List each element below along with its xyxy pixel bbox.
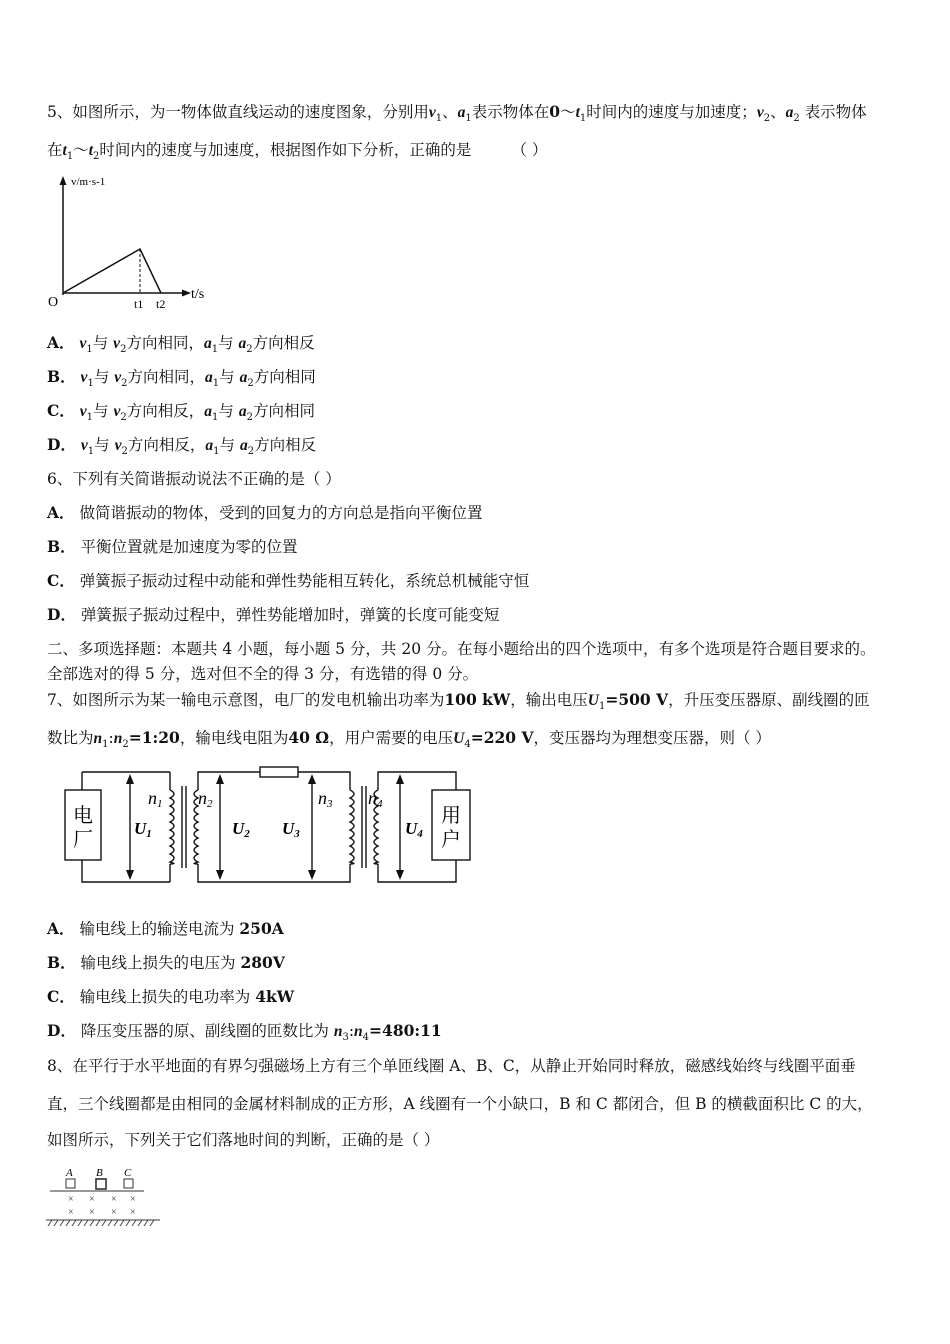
q5-text-a: 5、如图所示，为一物体做直线运动的速度图象，分别用 bbox=[47, 103, 429, 121]
option-text: 弹簧振子振动过程中动能和弹性势能相互转化，系统总机械能守恒 bbox=[79, 572, 530, 590]
q6-stem: 6、下列有关简谐振动说法不正确的是（ ） bbox=[47, 470, 341, 488]
coil-n3 bbox=[350, 790, 354, 864]
line-resistor bbox=[260, 767, 298, 777]
q6-option-c[interactable] bbox=[47, 571, 529, 591]
q7-transmission-diagram bbox=[60, 760, 480, 890]
q7-option-d[interactable]: D． 降压变压器的原、副线圈的匝数比为 $n_3:n_4=480:11$ bbox=[47, 1021, 442, 1044]
q7-stem-line2: 数比为$n_1:n_2=1:20$，输电线电阻为40 Ω，用户需要的电压$U_4=220$ V，变压器均为理想变压器，则（ ） bbox=[47, 728, 771, 751]
option-letter: A． bbox=[47, 333, 75, 352]
y-axis-arrow bbox=[60, 176, 67, 185]
plant-label-1: 电 bbox=[73, 805, 93, 827]
option-letter: B． bbox=[47, 537, 76, 556]
svg-text:×: × bbox=[89, 1194, 95, 1205]
n4-label: n4 bbox=[368, 788, 383, 810]
graph-ylabel: v/m·s-1 bbox=[71, 176, 106, 188]
q5-velocity-graph bbox=[45, 170, 215, 315]
user-label-1: 用 bbox=[441, 805, 461, 827]
option-letter: A． bbox=[47, 919, 75, 938]
q6-option-d[interactable] bbox=[47, 605, 499, 625]
q7-text-e: ，输电线电阻为 bbox=[179, 729, 289, 747]
field-crosses bbox=[68, 1194, 136, 1218]
coil-b bbox=[96, 1179, 106, 1189]
option-letter: D． bbox=[47, 1021, 76, 1040]
q7-u1: =500 V bbox=[605, 690, 669, 709]
u4-label: U4 bbox=[405, 819, 423, 840]
graph-t2-label: t2 bbox=[156, 297, 166, 311]
section2-line2: 全部选对的得 5 分，选对但不全的得 3 分，有选错的得 0 分。 bbox=[47, 665, 479, 683]
q5-option-a[interactable]: A． $v_1$与 $v_2$方向相同，$a_1$与 $a_2$方向相反 bbox=[47, 333, 315, 356]
coil-c-label: C bbox=[124, 1167, 132, 1179]
q5-option-d[interactable]: D． $v_1$与 $v_2$方向相反，$a_1$与 $a_2$方向相反 bbox=[47, 435, 317, 458]
q7-power: 100 kW bbox=[444, 690, 511, 709]
q5-text-d: 表示物体 bbox=[804, 103, 867, 121]
u1-label: U1 bbox=[134, 819, 152, 840]
q7-text-c: ，升压变压器原、副线圈的匝 bbox=[668, 691, 870, 709]
section2-line1: 二、多项选择题：本题共 4 小题，每小题 5 分，共 20 分。在每小题给出的四个选项中，有多个选项是符合题目要求的。 bbox=[47, 640, 876, 658]
u3-label: U3 bbox=[282, 819, 300, 840]
q7-u4: =220 V bbox=[470, 728, 534, 747]
coil-a bbox=[66, 1179, 75, 1188]
q6-option-b[interactable] bbox=[47, 537, 298, 557]
svg-text:×: × bbox=[111, 1194, 117, 1205]
option-letter: B． bbox=[47, 367, 76, 386]
q7-resistance: 40 Ω bbox=[288, 728, 330, 747]
q7-text-b: ，输出电压 bbox=[510, 691, 588, 709]
graph-t1-label: t1 bbox=[134, 297, 144, 311]
q5-answer-bracket: （ ） bbox=[511, 141, 548, 159]
n1-label: n1 bbox=[148, 788, 163, 810]
svg-text:×: × bbox=[111, 1207, 117, 1218]
q7-option-a[interactable]: A． 输电线上的输送电流为 250A bbox=[47, 919, 284, 938]
q8-stem-line2: 直，三个线圈都是由相同的金属材料制成的正方形，A 线圈有一个小缺口，B 和 C 都闭合，但 B 的横截面积比 C 的大， bbox=[47, 1095, 873, 1113]
ground-hatch bbox=[48, 1220, 154, 1226]
q7-text-d: 数比为 bbox=[47, 729, 94, 747]
x-axis-arrow bbox=[182, 290, 191, 297]
q8-coil-figure bbox=[44, 1163, 166, 1229]
option-letter: A． bbox=[47, 503, 75, 522]
coil-c bbox=[124, 1179, 133, 1188]
svg-text:×: × bbox=[130, 1194, 136, 1205]
plant-label-2: 厂 bbox=[73, 829, 93, 851]
q7-text-g: ，变压器均为理想变压器，则（ ） bbox=[533, 729, 771, 747]
q8-stem-line1: 8、在平行于水平地面的有界匀强磁场上方有三个单匝线圈 A、B、C，从静止开始同时释放，磁感线始终与线圈平面垂 bbox=[47, 1057, 856, 1075]
n2-label: n2 bbox=[198, 788, 213, 810]
q8-stem-line3: 如图所示，下列关于它们落地时间的判断，正确的是（ ） bbox=[47, 1131, 440, 1149]
svg-text:×: × bbox=[89, 1207, 95, 1218]
option-text: 弹簧振子振动过程中，弹性势能增加时，弹簧的长度可能变短 bbox=[80, 606, 500, 624]
q5-text-b: 表示物体在 bbox=[471, 103, 550, 121]
q5-text-c: 时间内的速度与加速度； bbox=[586, 103, 757, 121]
option-letter: C． bbox=[47, 571, 75, 590]
q7-ratio: =1:20 bbox=[128, 728, 180, 747]
option-letter: C． bbox=[47, 401, 75, 420]
coil-a-label: A bbox=[66, 1167, 73, 1179]
q5-option-c[interactable]: C． $v_1$与 $v_2$方向相反，$a_1$与 $a_2$方向相同 bbox=[47, 401, 315, 424]
option-text: 平衡位置就是加速度为零的位置 bbox=[80, 538, 298, 556]
q7-option-c[interactable]: C． 输电线上损失的电功率为 4kW bbox=[47, 987, 295, 1006]
option-letter: D． bbox=[47, 605, 76, 624]
q7-option-b[interactable]: B． 输电线上损失的电压为 280V bbox=[47, 953, 285, 972]
option-letter: B． bbox=[47, 953, 76, 972]
q5-stem-line2: 在$t_1\sim t_2$时间内的速度与加速度，根据图作如下分析，正确的是 （ ） bbox=[47, 141, 548, 163]
svg-text:×: × bbox=[68, 1194, 74, 1205]
graph-origin: O bbox=[48, 295, 59, 310]
coil-b-label: B bbox=[96, 1167, 103, 1179]
graph-xlabel: t/s bbox=[191, 287, 205, 302]
q5-text-f: 时间内的速度与加速度，根据图作如下分析，正确的是 bbox=[99, 141, 472, 159]
coil-n1 bbox=[170, 790, 174, 864]
n3-label: n3 bbox=[318, 788, 333, 810]
q7-text-f: ，用户需要的电压 bbox=[329, 729, 454, 747]
velocity-line bbox=[63, 249, 161, 293]
u2-label: U2 bbox=[232, 819, 250, 840]
q5-option-b[interactable]: B． $v_1$与 $v_2$方向相同，$a_1$与 $a_2$方向相同 bbox=[47, 367, 316, 390]
svg-text:×: × bbox=[130, 1207, 136, 1218]
svg-text:×: × bbox=[68, 1207, 74, 1218]
q6-option-a[interactable] bbox=[47, 503, 482, 523]
q7-text-a: 7、如图所示为某一输电示意图，电厂的发电机输出功率为 bbox=[47, 691, 445, 709]
q7-stem-line1: 7、如图所示为某一输电示意图，电厂的发电机输出功率为100 kW，输出电压$U_1=500$ V，升压变压器原、副线圈的匝 bbox=[47, 690, 870, 713]
user-label-2: 户 bbox=[441, 829, 461, 851]
q5-text-e: 在 bbox=[47, 141, 63, 159]
option-letter: D． bbox=[47, 435, 76, 454]
option-text: 做简谐振动的物体，受到的回复力的方向总是指向平衡位置 bbox=[79, 504, 483, 522]
option-letter: C． bbox=[47, 987, 75, 1006]
q5-stem-line1: 5、如图所示，为一物体做直线运动的速度图象，分别用$v_1$、$a_1$表示物体在$0\sim t_1$时间内的速度与加速度；$v_2$、$a_2$ 表示物体 bbox=[47, 102, 867, 125]
